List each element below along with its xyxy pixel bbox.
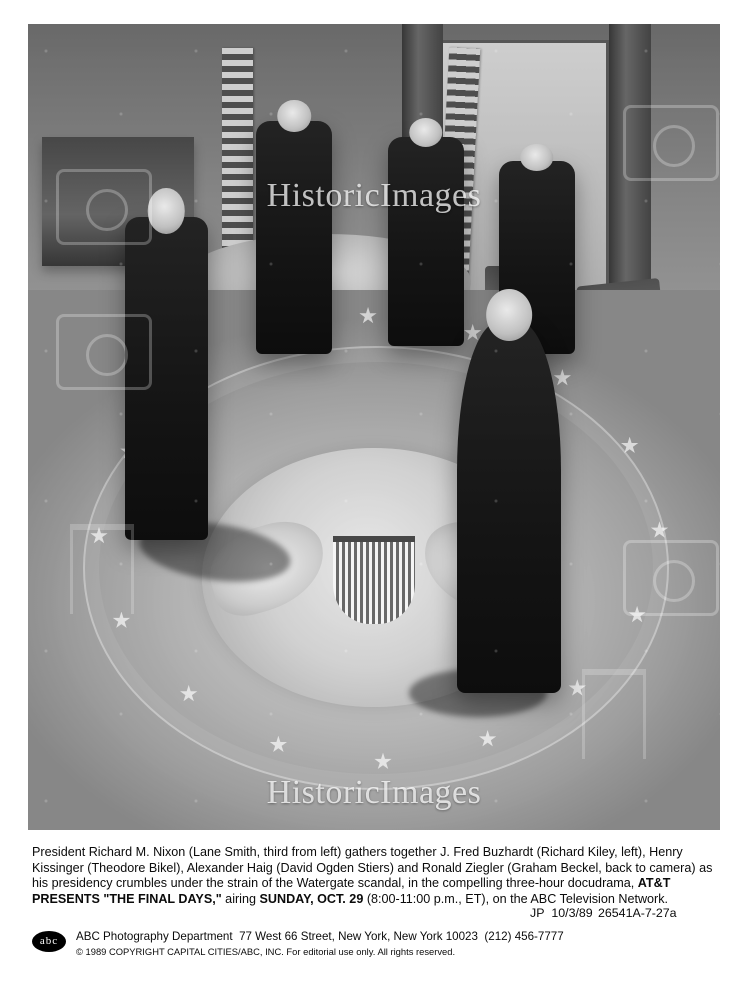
footer-contact-line: [76, 930, 564, 944]
footer-address: 77 West 66 Street, New York, New York 10023: [239, 930, 478, 943]
abc-logo-icon: abc: [32, 931, 66, 952]
camera-watermark-icon: [623, 540, 719, 616]
caption-text: [32, 845, 716, 907]
caption-date: 10/3/89: [551, 906, 593, 920]
figure-kissinger: [256, 121, 332, 355]
column-watermark-icon: [582, 669, 646, 759]
footer-copyright: © 1989 COPYRIGHT CAPITAL CITIES/ABC, INC. For editorial use only. All rights reserved.: [76, 946, 456, 957]
caption-airdate: SUNDAY, OCT. 29: [259, 891, 364, 906]
watermark-bottom: HistoricImages: [266, 773, 482, 811]
caption-part-3: (8:00-11:00 p.m., ET), on the ABC Television Network.: [363, 891, 669, 906]
figure-ziegler: [457, 322, 561, 693]
photo-image: [28, 24, 720, 830]
press-photo: [28, 24, 720, 830]
photographer-initials: JP 10/3/89: [530, 906, 593, 920]
seal-shield: [333, 536, 416, 624]
footer: [32, 930, 716, 958]
camera-watermark-icon: [56, 314, 152, 390]
camera-watermark-icon: [56, 169, 152, 245]
image-code: 26541A-7-27a: [598, 906, 677, 920]
footer-phone: (212) 456-7777: [484, 930, 564, 943]
head: [486, 289, 532, 341]
footer-department: ABC Photography Department: [76, 930, 233, 943]
watermark-top: HistoricImages: [266, 177, 482, 215]
head: [148, 188, 185, 233]
caption-part-1: President Richard M. Nixon (Lane Smith, third from left) gathers together J. Fred Buzhardt (Richard Kiley, left), Henry Kissinger (Theodore Bikel), Alexander Haig (David Ogden Stiers) and Ronald Ziegler (Graham Beckel, back to camera) as his presidency crumbles under the strain of the Watergate scandal, in the compelling three-hour docudrama,: [32, 845, 713, 891]
head: [409, 118, 442, 147]
column-watermark-icon: [70, 524, 134, 614]
caption-part-2: airing: [221, 891, 260, 906]
camera-watermark-icon: [623, 105, 719, 181]
caption-program-title: AT&T PRESENTS "THE FINAL DAYS,": [32, 876, 671, 906]
head: [520, 144, 553, 171]
figure-nixon: [388, 137, 464, 347]
head: [278, 100, 311, 133]
